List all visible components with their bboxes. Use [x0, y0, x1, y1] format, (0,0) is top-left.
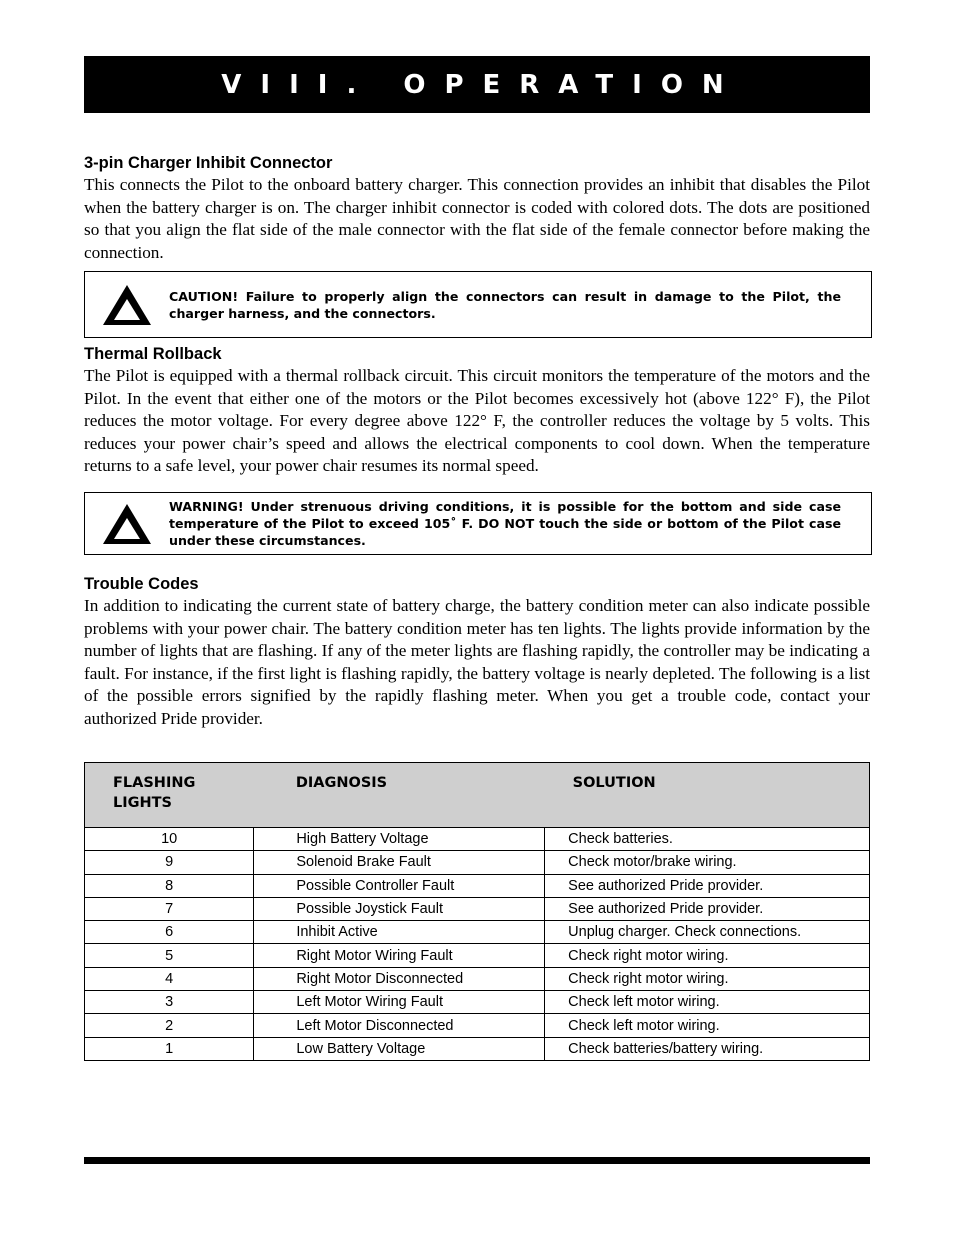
charger-heading: 3-pin Charger Inhibit Connector — [84, 154, 333, 172]
solution-cell: Check left motor wiring. — [545, 1014, 870, 1037]
header-diagnosis: DIAGNOSIS — [254, 763, 545, 828]
table-row — [85, 967, 870, 990]
lights-cell: 2 — [85, 1014, 254, 1037]
diagnosis-cell: Possible Joystick Fault — [254, 897, 545, 920]
thermal-body: The Pilot is equipped with a thermal rollback circuit. This circuit monitors the temperature of the motors and the Pilot. In the event that either one of the motors or the Pilot becomes excessively hot (above 122° F), the Pilot reduces the motor voltage. For every degree above 122° F, the controller reduces the voltage by 5 volts. This reduces your power chair’s speed and allows the electrical components to cool down. When the temperature returns to a safe level, your power chair resumes its normal speed. — [84, 366, 870, 476]
lights-cell: 3 — [85, 991, 254, 1014]
section-title-banner — [84, 56, 870, 113]
table-row — [85, 921, 870, 944]
table-row — [85, 828, 870, 851]
page-title: VIII. OPERATION — [221, 69, 743, 100]
table-row — [85, 897, 870, 920]
table-row — [85, 1037, 870, 1060]
warning-text: WARNING! Under strenuous driving conditions, it is possible for the bottom and side case temperature of the Pilot to exceed 105˚ F. DO NOT touch the side or bottom of the Pilot case under these circumstances. — [169, 499, 841, 548]
diagnosis-cell: Solenoid Brake Fault — [254, 851, 545, 874]
charger-body: This connects the Pilot to the onboard battery charger. This connection provides an inhibit that disables the Pilot when the battery charger is on. The charger inhibit connector is coded with colored dots. The dots are positioned so that you align the flat side of the male connector with the flat side of the female connector before making the connection. — [84, 175, 870, 262]
lights-cell: 9 — [85, 851, 254, 874]
solution-cell: Unplug charger. Check connections. — [545, 921, 870, 944]
trouble-heading: Trouble Codes — [84, 575, 199, 593]
diagnosis-cell: Inhibit Active — [254, 921, 545, 944]
thermal-heading: Thermal Rollback — [84, 345, 222, 363]
lights-cell: 4 — [85, 967, 254, 990]
warning-triangle-icon — [100, 282, 154, 328]
solution-cell: Check batteries. — [545, 828, 870, 851]
table-row — [85, 851, 870, 874]
solution-cell: Check right motor wiring. — [545, 967, 870, 990]
diagnosis-cell: Left Motor Disconnected — [254, 1014, 545, 1037]
solution-cell: See authorized Pride provider. — [545, 897, 870, 920]
diagnosis-cell: Right Motor Wiring Fault — [254, 944, 545, 967]
diagnosis-cell: High Battery Voltage — [254, 828, 545, 851]
table-row — [85, 991, 870, 1014]
warning-box — [84, 492, 872, 555]
header-solution: SOLUTION — [545, 763, 870, 828]
diagnosis-cell: Left Motor Wiring Fault — [254, 991, 545, 1014]
trouble-section — [84, 574, 870, 731]
diagnosis-cell: Possible Controller Fault — [254, 874, 545, 897]
lights-cell: 10 — [85, 828, 254, 851]
lights-cell: 8 — [85, 874, 254, 897]
thermal-section — [84, 344, 870, 478]
footer-rule — [84, 1157, 870, 1164]
trouble-body: In addition to indicating the current state of battery charge, the battery condition meter can also indicate possible problems with your power chair. The battery condition meter has ten lights. The lights provide information by the number of lights that are flashing. If any of the meter lights are flashing rapidly, the controller may be indicating a fault. For instance, if the first light is flashing rapidly, the battery voltage is nearly depleted. The following is a list of the possible errors signified by the rapidly flashing meter. When you get a trouble code, contact your authorized Pride provider. — [84, 596, 870, 728]
solution-cell: Check motor/brake wiring. — [545, 851, 870, 874]
diagnosis-cell: Right Motor Disconnected — [254, 967, 545, 990]
caution-box — [84, 271, 872, 338]
lights-cell: 6 — [85, 921, 254, 944]
solution-cell: See authorized Pride provider. — [545, 874, 870, 897]
table-row — [85, 874, 870, 897]
table-header-row — [85, 763, 870, 828]
lights-cell: 5 — [85, 944, 254, 967]
solution-cell: Check batteries/battery wiring. — [545, 1037, 870, 1060]
diagnosis-cell: Low Battery Voltage — [254, 1037, 545, 1060]
table-row — [85, 944, 870, 967]
lights-cell: 1 — [85, 1037, 254, 1060]
warning-triangle-icon — [100, 501, 154, 547]
charger-section — [84, 153, 870, 264]
solution-cell: Check left motor wiring. — [545, 991, 870, 1014]
caution-text: CAUTION! Failure to properly align the connectors can result in damage to the Pilot, the charger harness, and the connectors. — [169, 288, 841, 321]
trouble-codes-table — [84, 762, 870, 1061]
table-row — [85, 1014, 870, 1037]
lights-cell: 7 — [85, 897, 254, 920]
solution-cell: Check right motor wiring. — [545, 944, 870, 967]
header-flashing-lights: FLASHING LIGHTS — [85, 763, 254, 828]
